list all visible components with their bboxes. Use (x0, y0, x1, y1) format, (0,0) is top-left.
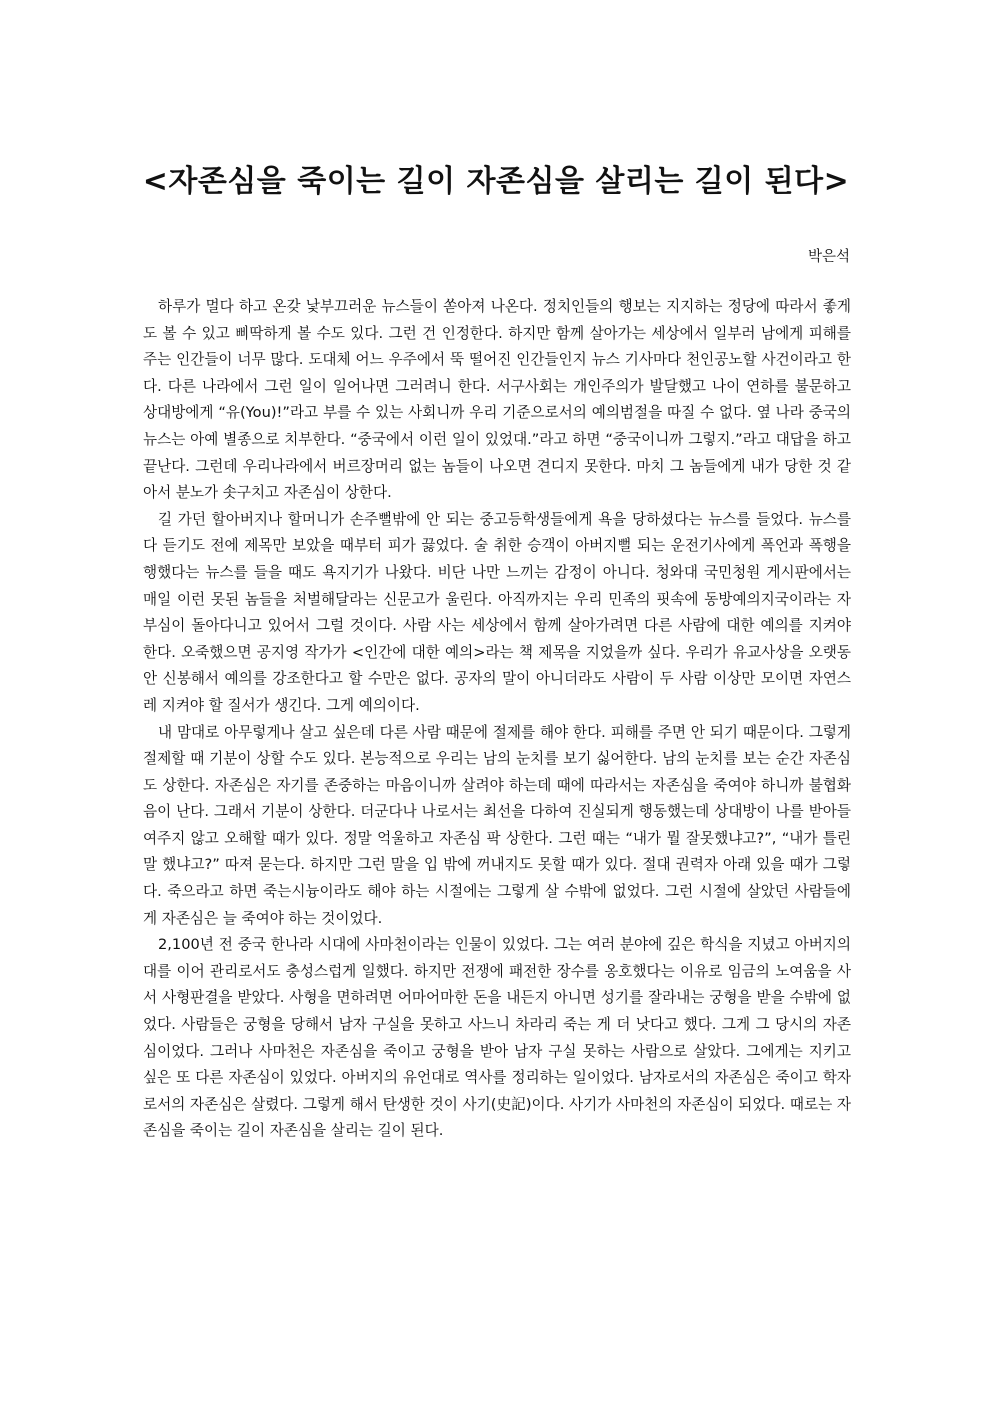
paragraph: 길 가던 할아버지나 할머니가 손주뻘밖에 안 되는 중고등학생들에게 욕을 당하셨다는 뉴스를 들었다. 뉴스를 다 듣기도 전에 제목만 보았을 때부터 피가 끓었다. 술 취한 승객이 아버지뻘 되는 운전기사에게 폭언과 폭행을 행했다는 뉴스를 들을 때도 욕지기가 나왔다. 비단 나만 느끼는 감정이 아니다. 청와대 국민청원 게시판에서는 매일 이런 못된 놈들을 처벌해달라는 신문고가 울린다. 아직까지는 우리 민족의 핏속에 동방예의지국이라는 자부심이 돌아다니고 있어서 그럴 것이다. 사람 사는 세상에서 함께 살아가려면 다른 사람에 대한 예의를 지켜야 한다. 오죽했으면 공지영 작가가 <인간에 대한 예의>라는 책 제목을 지었을까 싶다. 우리가 유교사상을 오랫동안 신봉해서 예의를 강조한다고 할 수만은 없다. 공자의 말이 아니더라도 사람이 두 사람 이상만 모이면 자연스레 지켜야 할 질서가 생긴다. 그게 예의이다. (143, 510, 851, 714)
document-title: <자존심을 죽이는 길이 자존심을 살리는 길이 된다> (142, 164, 850, 199)
paragraph: 2,100년 전 중국 한나라 시대에 사마천이라는 인물이 있었다. 그는 여러 분야에 깊은 학식을 지녔고 아버지의 대를 이어 관리로서도 충성스럽게 일했다. 하지만 전쟁에 패전한 장수를 옹호했다는 이유로 임금의 노여움을 사서 사형판결을 받았다. 사형을 면하려면 어마어마한 돈을 내든지 아니면 성기를 잘라내는 궁형을 받을 수밖에 없었다. 사람들은 궁형을 당해서 남자 구실을 못하고 사느니 차라리 죽는 게 더 낫다고 했다. 그게 그 당시의 자존심이었다. 그러나 사마천은 자존심을 죽이고 궁형을 받아 남자 구실 못하는 사람으로 살았다. 그에게는 지키고 싶은 또 다른 자존심이 있었다. 아버지의 유언대로 역사를 정리하는 일이었다. 남자로서의 자존심은 죽이고 학자로서의 자존심은 살렸다. 그렇게 해서 탄생한 것이 사기(史記)이다. 사기가 사마천의 자존심이 되었다. 때로는 자존심을 죽이는 길이 자존심을 살리는 길이 된다. (143, 936, 851, 1140)
author-name: 박은석 (807, 249, 850, 265)
document-body (143, 294, 851, 1145)
paragraph: 하루가 멀다 하고 온갖 낯부끄러운 뉴스들이 쏟아져 나온다. 정치인들의 행보는 지지하는 정당에 따라서 좋게도 볼 수 있고 삐딱하게 볼 수도 있다. 그런 건 인정한다. 하지만 함께 살아가는 세상에서 일부러 남에게 피해를 주는 인간들이 너무 많다. 도대체 어느 우주에서 뚝 떨어진 인간들인지 뉴스 기사마다 천인공노할 사건이라고 한다. 다른 나라에서 그런 일이 일어나면 그러려니 한다. 서구사회는 개인주의가 발달했고 나이 연하를 불문하고 상대방에게 “유(You)!”라고 부를 수 있는 사회니까 우리 기준으로서의 예의범절을 따질 수 없다. 옆 나라 중국의 뉴스는 아예 별종으로 치부한다. “중국에서 이런 일이 있었대.”라고 하면 “중국이니까 그렇지.”라고 대답을 하고 끝난다. 그런데 우리나라에서 버르장머리 없는 놈들이 나오면 견디지 못한다. 마치 그 놈들에게 내가 당한 것 같아서 분노가 솟구치고 자존심이 상한다. (143, 298, 851, 502)
paragraph: 내 맘대로 아무렇게나 살고 싶은데 다른 사람 때문에 절제를 해야 한다. 피해를 주면 안 되기 때문이다. 그렇게 절제할 때 기분이 상할 수도 있다. 본능적으로 우리는 남의 눈치를 보기 싫어한다. 남의 눈치를 보는 순간 자존심도 상한다. 자존심은 자기를 존중하는 마음이니까 살려야 하는데 때에 따라서는 자존심을 죽여야 하니까 불협화음이 난다. 그래서 기분이 상한다. 더군다나 나로서는 최선을 다하여 진실되게 행동했는데 상대방이 나를 받아들여주지 않고 오해할 때가 있다. 정말 억울하고 자존심 팍 상한다. 그런 때는 “내가 뭘 잘못했냐고?”, “내가 틀린 말 했냐고?” 따져 묻는다. 하지만 그런 말을 입 밖에 꺼내지도 못할 때가 있다. 절대 권력자 아래 있을 때가 그렇다. 죽으라고 하면 죽는시늉이라도 해야 하는 시절에는 그렇게 살 수밖에 없었다. 그런 시절에 살았던 사람들에게 자존심은 늘 죽여야 하는 것이었다. (143, 723, 851, 927)
